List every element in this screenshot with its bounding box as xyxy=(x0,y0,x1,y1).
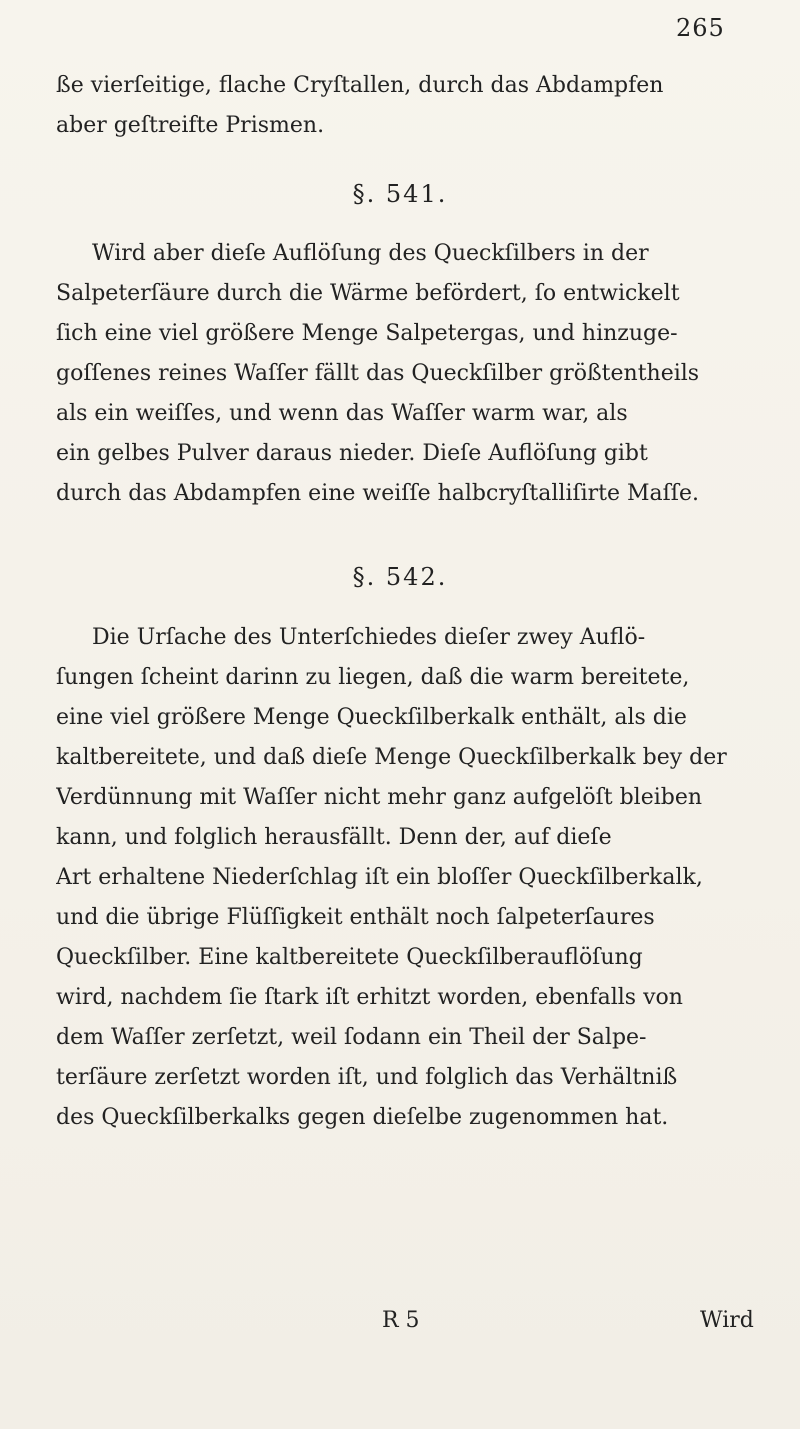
text-line: terſäure zerſetzt worden iſt, und folglich das Verhältniß xyxy=(56,1065,678,1090)
section-heading-541: §. 541. xyxy=(352,180,448,208)
text-line: und die übrige Flüſſigkeit enthält noch ſalpeterſaures xyxy=(56,905,655,930)
text-line: Salpeterſäure durch die Wärme befördert, ſo entwickelt xyxy=(56,281,680,306)
catchword: Wird xyxy=(700,1308,754,1333)
page-footer xyxy=(0,1308,800,1348)
text-line: Wird aber dieſe Auflöſung des Queckſilbers in der xyxy=(92,241,649,266)
text-line: dem Waſſer zerſetzt, weil ſodann ein Theil der Salpe- xyxy=(56,1025,647,1050)
text-line: ſich eine viel größere Menge Salpetergas, und hinzuge- xyxy=(56,321,678,346)
text-line: ße vierſeitige, flache Cryſtallen, durch das Abdampfen xyxy=(56,73,664,98)
text-line: als ein weiſſes, und wenn das Waſſer warm war, als xyxy=(56,401,628,426)
page-number: 265 xyxy=(676,14,725,42)
section-541-paragraph xyxy=(56,234,756,514)
text-line: wird, nachdem ſie ſtark iſt erhitzt worden, ebenfalls von xyxy=(56,985,683,1010)
text-line: aber geſtreifte Prismen. xyxy=(56,113,325,138)
text-line: kann, und folglich herausfällt. Denn der, auf dieſe xyxy=(56,825,612,850)
text-line: Verdünnung mit Waſſer nicht mehr ganz aufgelöſt bleiben xyxy=(56,785,703,810)
text-line: des Queckſilberkalks gegen dieſelbe zugenommen hat. xyxy=(56,1105,669,1130)
text-line: goſſenes reines Waſſer fällt das Queckſilber größtentheils xyxy=(56,361,700,386)
text-line: ein gelbes Pulver daraus nieder. Dieſe Auflöſung gibt xyxy=(56,441,648,466)
text-line: eine viel größere Menge Queckſilberkalk enthält, als die xyxy=(56,705,687,730)
section-heading-542: §. 542. xyxy=(352,563,448,591)
text-line: kaltbereitete, und daß dieſe Menge Queckſilberkalk bey der xyxy=(56,745,727,770)
intro-paragraph xyxy=(56,66,756,146)
text-line: Die Urſache des Unterſchiedes dieſer zwey Auflö- xyxy=(92,625,646,650)
section-542-paragraph xyxy=(56,618,756,1138)
text-line: durch das Abdampfen eine weiſſe halbcryſtalliſirte Maſſe. xyxy=(56,481,699,506)
text-line: Art erhaltene Niederſchlag iſt ein bloſſer Queckſilberkalk, xyxy=(56,865,703,890)
text-line: ſungen ſcheint darinn zu liegen, daß die warm bereitete, xyxy=(56,665,690,690)
text-line: Queckſilber. Eine kaltbereitete Queckſilberauflöſung xyxy=(56,945,643,970)
signature-mark: R 5 xyxy=(382,1308,420,1333)
